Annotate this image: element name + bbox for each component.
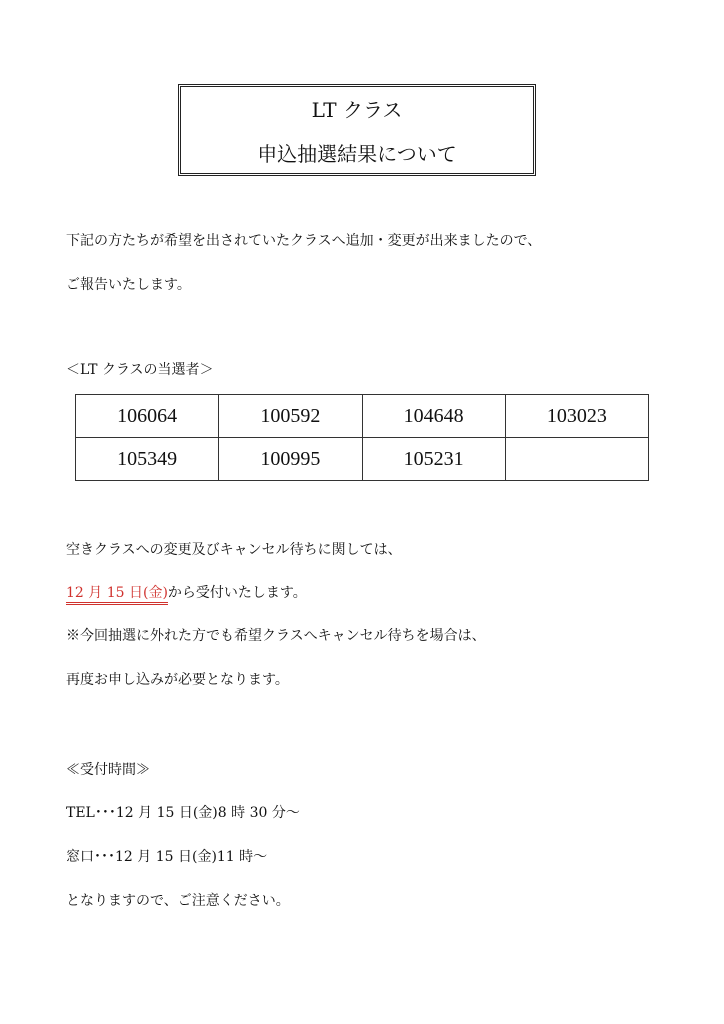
hours-window: 窓口･･･12 月 15 日(金)11 時～ bbox=[66, 849, 268, 865]
winner-number-cell: 103023 bbox=[505, 395, 648, 438]
winners-heading: ＜LT クラスの当選者＞ bbox=[66, 362, 214, 378]
title-subject: 申込抽選結果について bbox=[257, 142, 457, 166]
title-class-name: LT クラス bbox=[311, 98, 403, 122]
intro-line-1: 下記の方たちが希望を出されていたクラスへ追加・変更が出来ましたので、 bbox=[66, 233, 542, 249]
notice-line-2 bbox=[66, 583, 307, 603]
winner-number-cell: 100995 bbox=[219, 438, 362, 481]
title-box bbox=[178, 84, 536, 176]
table-row bbox=[76, 438, 649, 481]
highlighted-date: 12 月 15 日(金) bbox=[66, 585, 168, 605]
hours-tel: TEL･･･12 月 15 日(金)8 時 30 分～ bbox=[66, 805, 300, 821]
notice-line-2-rest: から受付いたします。 bbox=[167, 585, 307, 601]
winners-table bbox=[75, 394, 649, 481]
winner-number-cell: 105231 bbox=[362, 438, 505, 481]
closing-note: となりますので、ご注意ください。 bbox=[66, 893, 290, 909]
winner-number-cell: 100592 bbox=[219, 395, 362, 438]
hours-heading: ≪受付時間≫ bbox=[66, 762, 150, 778]
winner-number-cell: 106064 bbox=[76, 395, 219, 438]
intro-line-2: ご報告いたします。 bbox=[66, 277, 191, 293]
notice-line-3: ※今回抽選に外れた方でも希望クラスへキャンセル待ちを場合は、 bbox=[66, 628, 486, 644]
table-row bbox=[76, 395, 649, 438]
notice-line-1: 空きクラスへの変更及びキャンセル待ちに関しては、 bbox=[66, 542, 402, 558]
notice-line-4: 再度お申し込みが必要となります。 bbox=[66, 672, 289, 688]
winner-number-cell: 104648 bbox=[362, 395, 505, 438]
winner-number-cell: 105349 bbox=[76, 438, 219, 481]
winner-number-cell bbox=[505, 438, 648, 481]
